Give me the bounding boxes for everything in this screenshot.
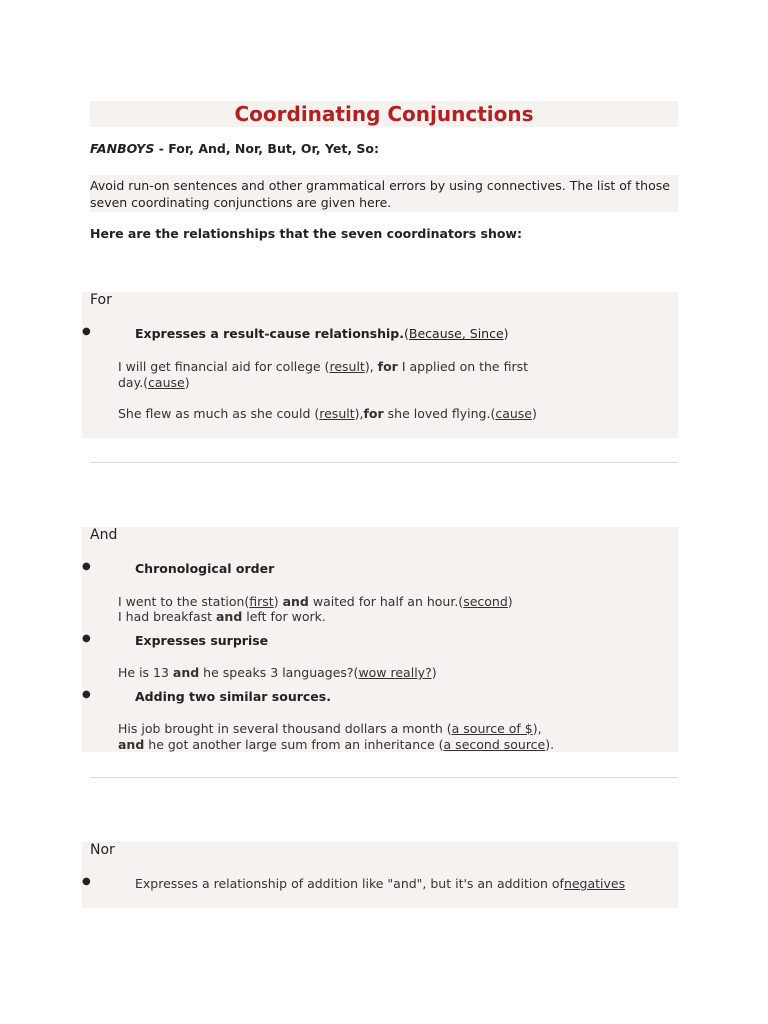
for-example-2: She flew as much as she could (result),for she loved flying.(cause) (118, 406, 537, 421)
nor-heading: Nor (90, 842, 115, 858)
nor-panel: Nor ● Expresses a relationship of addition like "and", but it's an addition ofnegatives (82, 842, 678, 908)
for-hint: Because, Since (408, 326, 504, 341)
bullet-dot: ● (82, 326, 91, 337)
fanboys-acronym: FANBOYS (90, 141, 155, 156)
and-panel: And ● Chronological order I went to the station(first) and waited for half an hour.(second) I had breakfast and left for work. ● Expresses surprise He is 13 and he speaks 3 languages?(wow really?) ● Adding two similar sources. His job brought in several thousand dollars a month (a source of $), and he got another large sum from an inheritance (a second source). (82, 527, 678, 752)
fanboys-line (90, 140, 379, 157)
and-example-2: I had breakfast and left for work. (118, 609, 326, 624)
bullet-dot: ● (82, 561, 91, 572)
and-example-5: and he got another large sum from an inheritance (a second source). (118, 737, 555, 752)
for-example-1-cont: day.(cause) (118, 375, 190, 390)
relationships-heading: Here are the relationships that the seven coordinators show: (90, 226, 522, 241)
for-bullet-label: Expresses a result-cause relationship. (135, 326, 405, 341)
and-heading: And (90, 527, 118, 543)
for-heading: For (90, 292, 112, 308)
separator (90, 462, 678, 463)
and-example-3: He is 13 and he speaks 3 languages?(wow really?) (118, 665, 437, 680)
title-bar (90, 101, 678, 127)
for-example-1: I will get financial aid for college (result), for I applied on the first (118, 359, 529, 374)
intro-line-2: seven coordinating conjunctions are given here. (90, 195, 392, 210)
and-example-1: I went to the station(first) and waited for half an hour.(second) (118, 594, 513, 609)
separator (90, 777, 678, 778)
bullet-dot: ● (82, 689, 91, 700)
bullet-dot: ● (82, 876, 91, 887)
fanboys-list: - For, And, Nor, But, Or, Yet, So: (154, 141, 380, 156)
for-panel: For ● Expresses a result-cause relationship.(Because, Since) I will get financial aid for college (result), for I applied on the first day.(cause) She flew as much as she could (result),for she loved flying.(cause) (82, 292, 678, 438)
intro-line-1: Avoid run-on sentences and other grammatical errors by using connectives. The list of those (90, 178, 670, 193)
and-example-4: His job brought in several thousand dollars a month (a source of $), (118, 721, 542, 736)
page-title: Coordinating Conjunctions (234, 102, 534, 126)
bullet-dot: ● (82, 633, 91, 644)
